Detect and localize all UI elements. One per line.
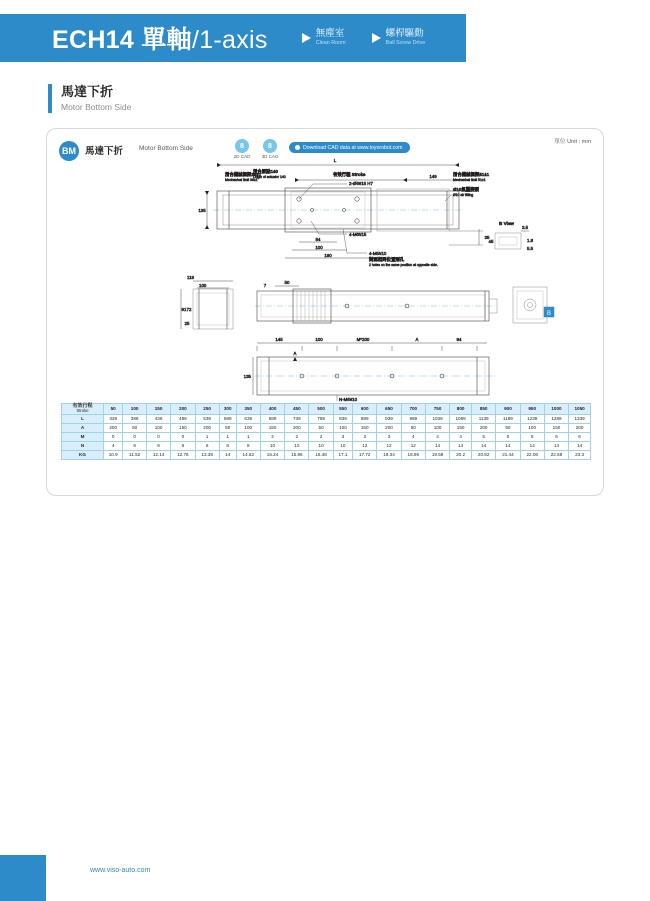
cell: 12.14 — [146, 450, 170, 459]
cell: 12 — [353, 441, 377, 450]
svg-text:100: 100 — [315, 337, 323, 342]
cell: 639 — [236, 414, 260, 423]
feature-label-cn: 螺桿驅動 — [385, 28, 424, 40]
cell: 589 — [219, 414, 236, 423]
cell: 17.1 — [333, 450, 352, 459]
svg-text:149: 149 — [429, 174, 437, 179]
panel-title-en: Motor Bottom Side — [139, 145, 193, 152]
cell: 1 — [236, 432, 260, 441]
row-label: L — [62, 414, 104, 423]
cell: 5 — [520, 432, 544, 441]
svg-text:2-Ø6¥15 H7: 2-Ø6¥15 H7 — [349, 181, 373, 186]
cell: 12.76 — [171, 450, 195, 459]
col-header: 850 — [472, 404, 496, 415]
table-row — [62, 432, 591, 441]
col-header: 550 — [333, 404, 352, 415]
cell: 19.58 — [425, 450, 449, 459]
svg-text:B: B — [547, 311, 552, 317]
page-title — [52, 20, 268, 56]
cell: 14 — [544, 441, 568, 450]
cell: 15.86 — [285, 450, 309, 459]
svg-text:4-M6¥15: 4-M6¥15 — [349, 232, 367, 237]
cell: 150 — [544, 423, 568, 432]
cell: 18.96 — [401, 450, 425, 459]
cell: 4 — [450, 432, 472, 441]
cell: 200 — [104, 423, 123, 432]
svg-text:50: 50 — [284, 280, 290, 285]
cell: 3 — [333, 432, 352, 441]
cell: 889 — [353, 414, 377, 423]
cell: 489 — [171, 414, 195, 423]
svg-text:Mechanical limit 36±1: Mechanical limit 36±1 — [225, 178, 258, 182]
cell: 100 — [146, 423, 170, 432]
cell: 839 — [333, 414, 352, 423]
cell: 539 — [195, 414, 219, 423]
panel-title-cn: 馬達下折 — [85, 146, 124, 157]
table-header-stroke-cn: 有效行程 — [72, 403, 93, 409]
svg-text:M*200: M*200 — [356, 337, 370, 342]
table-row — [62, 414, 591, 423]
cell: 50 — [496, 423, 520, 432]
cad-2d-label: 2D CAD — [233, 154, 251, 159]
cell: 12 — [401, 441, 425, 450]
cell: 14.62 — [236, 450, 260, 459]
cell: 4 — [425, 432, 449, 441]
cell: 50 — [219, 423, 236, 432]
section-title-cn: 馬達下折 — [61, 84, 114, 99]
col-header: 150 — [146, 404, 170, 415]
cell: 23.3 — [569, 450, 591, 459]
svg-text:190: 190 — [324, 253, 332, 258]
svg-text:4-M5¥10: 4-M5¥10 — [369, 251, 387, 256]
cell: 14 — [569, 441, 591, 450]
cell: 1039 — [425, 414, 449, 423]
status-badge: BM — [59, 141, 79, 161]
svg-text:2 holes on the same position a: 2 holes on the same position at opposite side. — [369, 263, 438, 267]
cell: 150 — [171, 423, 195, 432]
feature-label-en: Clean Room — [315, 40, 346, 47]
cell: 739 — [285, 414, 309, 423]
col-header: 800 — [450, 404, 472, 415]
col-header: 750 — [425, 404, 449, 415]
svg-text:100: 100 — [199, 283, 207, 288]
cell: 17.72 — [353, 450, 377, 459]
col-header: 900 — [496, 404, 520, 415]
svg-text:滑台機械極限51±1: 滑台機械極限51±1 — [453, 172, 490, 177]
cell: 1139 — [472, 414, 496, 423]
cell: 200 — [377, 423, 401, 432]
cell: 6 — [195, 441, 219, 450]
col-header: 650 — [377, 404, 401, 415]
drawing-panel — [46, 128, 604, 496]
cell: 6 — [569, 432, 591, 441]
cell: 5 — [496, 432, 520, 441]
cell: 3 — [353, 432, 377, 441]
svg-text:72: 72 — [186, 307, 192, 312]
svg-text:滑台原點140: 滑台原點140 — [253, 169, 278, 174]
svg-text:Ø10氣壓接頭: Ø10氣壓接頭 — [453, 187, 479, 192]
feature-ball-screw — [372, 29, 426, 46]
cell: 50 — [123, 423, 147, 432]
feature-label-en: Ball Screw Drive — [385, 40, 426, 47]
table-header-row — [62, 404, 591, 415]
cell: 939 — [377, 414, 401, 423]
cell: 2 — [285, 432, 309, 441]
cell: 6 — [544, 432, 568, 441]
footer-accent-bar — [0, 855, 46, 901]
cell: 200 — [472, 423, 496, 432]
cad-2d-circle: 8 — [235, 139, 249, 153]
cell: 50 — [309, 423, 333, 432]
table-header-stroke-en: Stroke — [76, 408, 89, 414]
svg-text:3.5: 3.5 — [521, 225, 529, 230]
cell: 4 — [401, 432, 425, 441]
cell: 6 — [171, 441, 195, 450]
spec-table — [61, 403, 591, 460]
cell: 20.2 — [450, 450, 472, 459]
download-cad-label: Download CAD data at www.toyorobot.com — [303, 144, 403, 151]
cell: 21.44 — [496, 450, 520, 459]
table-row — [62, 441, 591, 450]
cell: 1089 — [450, 414, 472, 423]
cell: 989 — [401, 414, 425, 423]
cell: 10 — [285, 441, 309, 450]
cell: 14 — [425, 441, 449, 450]
row-label: N — [62, 441, 104, 450]
cell: 6 — [146, 441, 170, 450]
cell: 12 — [377, 441, 401, 450]
table-row — [62, 423, 591, 432]
section-title — [48, 84, 131, 113]
header-model: ECH14 — [52, 26, 135, 54]
cell: 0 — [104, 432, 123, 441]
svg-text:Mechanical limit 51±1: Mechanical limit 51±1 — [453, 178, 486, 182]
cell: 389 — [123, 414, 147, 423]
cell: 11.52 — [123, 450, 147, 459]
row-label: M — [62, 432, 104, 441]
svg-text:A: A — [293, 351, 297, 356]
cell: 8 — [236, 441, 260, 450]
cell: 14 — [520, 441, 544, 450]
row-label: KG — [62, 450, 104, 459]
triangle-right-icon — [372, 33, 381, 43]
cell: 689 — [260, 414, 284, 423]
svg-text:100: 100 — [315, 245, 323, 250]
cell: 22.68 — [544, 450, 568, 459]
svg-text:91: 91 — [181, 307, 187, 312]
cell: 10 — [333, 441, 352, 450]
cell: 1 — [219, 432, 236, 441]
cell: 100 — [236, 423, 260, 432]
svg-text:7: 7 — [263, 283, 267, 288]
cell: 2 — [260, 432, 284, 441]
footer-url: www.viso-auto.com — [90, 867, 151, 874]
cell: 14 — [496, 441, 520, 450]
cell: 200 — [195, 423, 219, 432]
cell: 150 — [260, 423, 284, 432]
cell: 439 — [146, 414, 170, 423]
unit-note: 單位 Unit : mm — [554, 139, 591, 145]
col-header: 50 — [104, 404, 123, 415]
cell: 100 — [333, 423, 352, 432]
cell: 20.82 — [472, 450, 496, 459]
cell: 10 — [260, 441, 284, 450]
table-header-stroke — [62, 404, 104, 415]
cell: 14 — [472, 441, 496, 450]
svg-text:L: L — [333, 158, 337, 163]
cell: 15.24 — [260, 450, 284, 459]
svg-text:145: 145 — [275, 337, 283, 342]
feature-label-cn: 無塵室 — [315, 28, 345, 40]
svg-text:25: 25 — [184, 321, 190, 326]
col-header: 450 — [285, 404, 309, 415]
col-header: 1000 — [544, 404, 568, 415]
cell: 8 — [219, 441, 236, 450]
svg-text:Origin of actuator 140: Origin of actuator 140 — [253, 175, 286, 179]
header-axis-en: /1-axis — [191, 26, 268, 54]
svg-text:A: A — [415, 337, 419, 342]
svg-text:135: 135 — [243, 374, 251, 379]
row-label: A — [62, 423, 104, 432]
cell: 6 — [123, 441, 147, 450]
col-header: 400 — [260, 404, 284, 415]
svg-text:35: 35 — [484, 235, 490, 240]
svg-text:1.8: 1.8 — [527, 238, 534, 243]
svg-text:94: 94 — [456, 337, 462, 342]
cell: 14 — [450, 441, 472, 450]
svg-text:有效行程 Stroke: 有效行程 Stroke — [333, 172, 366, 177]
section-title-en: Motor Bottom Side — [61, 102, 132, 113]
svg-text:135: 135 — [198, 208, 206, 213]
cell: 0 — [146, 432, 170, 441]
col-header: 100 — [123, 404, 147, 415]
col-header: 700 — [401, 404, 425, 415]
svg-text:45: 45 — [488, 239, 494, 244]
cell: 5 — [472, 432, 496, 441]
table-row — [62, 450, 591, 459]
cell: 789 — [309, 414, 333, 423]
cad-3d-circle: 8 — [263, 139, 277, 153]
cell: 3 — [377, 432, 401, 441]
svg-text:119: 119 — [187, 275, 194, 280]
svg-text:5.5: 5.5 — [527, 246, 534, 251]
col-header: 950 — [520, 404, 544, 415]
svg-text:對面相同位置兩孔: 對面相同位置兩孔 — [369, 257, 405, 262]
cell: 18.34 — [377, 450, 401, 459]
page-header — [0, 14, 466, 62]
feature-clean-room — [302, 29, 346, 46]
svg-text:N-M6¥10: N-M6¥10 — [339, 397, 358, 402]
cell: 0 — [171, 432, 195, 441]
svg-text:滑台機械極限36±1: 滑台機械極限36±1 — [225, 172, 262, 177]
col-header: 500 — [309, 404, 333, 415]
triangle-right-icon — [302, 33, 311, 43]
svg-text:Ø10 air fitting: Ø10 air fitting — [453, 193, 474, 197]
cell: 200 — [569, 423, 591, 432]
cell: 50 — [401, 423, 425, 432]
col-header: 250 — [195, 404, 219, 415]
svg-text:B View: B View — [499, 221, 514, 226]
cell: 22.06 — [520, 450, 544, 459]
cell: 10 — [309, 441, 333, 450]
col-header: 200 — [171, 404, 195, 415]
col-header: 300 — [219, 404, 236, 415]
cell: 150 — [450, 423, 472, 432]
col-header: 350 — [236, 404, 260, 415]
header-axis-cn: 單軸 — [141, 26, 192, 54]
cad-3d-label: 3D CAD — [261, 154, 279, 159]
col-header: 1050 — [569, 404, 591, 415]
cell: 0 — [123, 432, 147, 441]
header-features — [302, 29, 426, 46]
cell: 4 — [104, 441, 123, 450]
cell: 339 — [104, 414, 123, 423]
cell: 150 — [353, 423, 377, 432]
cell: 100 — [520, 423, 544, 432]
cell: 10.9 — [104, 450, 123, 459]
cell: 16.48 — [309, 450, 333, 459]
col-header: 600 — [353, 404, 377, 415]
cell: 1339 — [569, 414, 591, 423]
cell: 2 — [309, 432, 333, 441]
cell: 14 — [219, 450, 236, 459]
cell: 200 — [285, 423, 309, 432]
cell: 1189 — [496, 414, 520, 423]
cell: 13.38 — [195, 450, 219, 459]
cell: 1 — [195, 432, 219, 441]
cell: 1289 — [544, 414, 568, 423]
svg-text:84: 84 — [315, 237, 321, 242]
cell: 1239 — [520, 414, 544, 423]
cell: 100 — [425, 423, 449, 432]
